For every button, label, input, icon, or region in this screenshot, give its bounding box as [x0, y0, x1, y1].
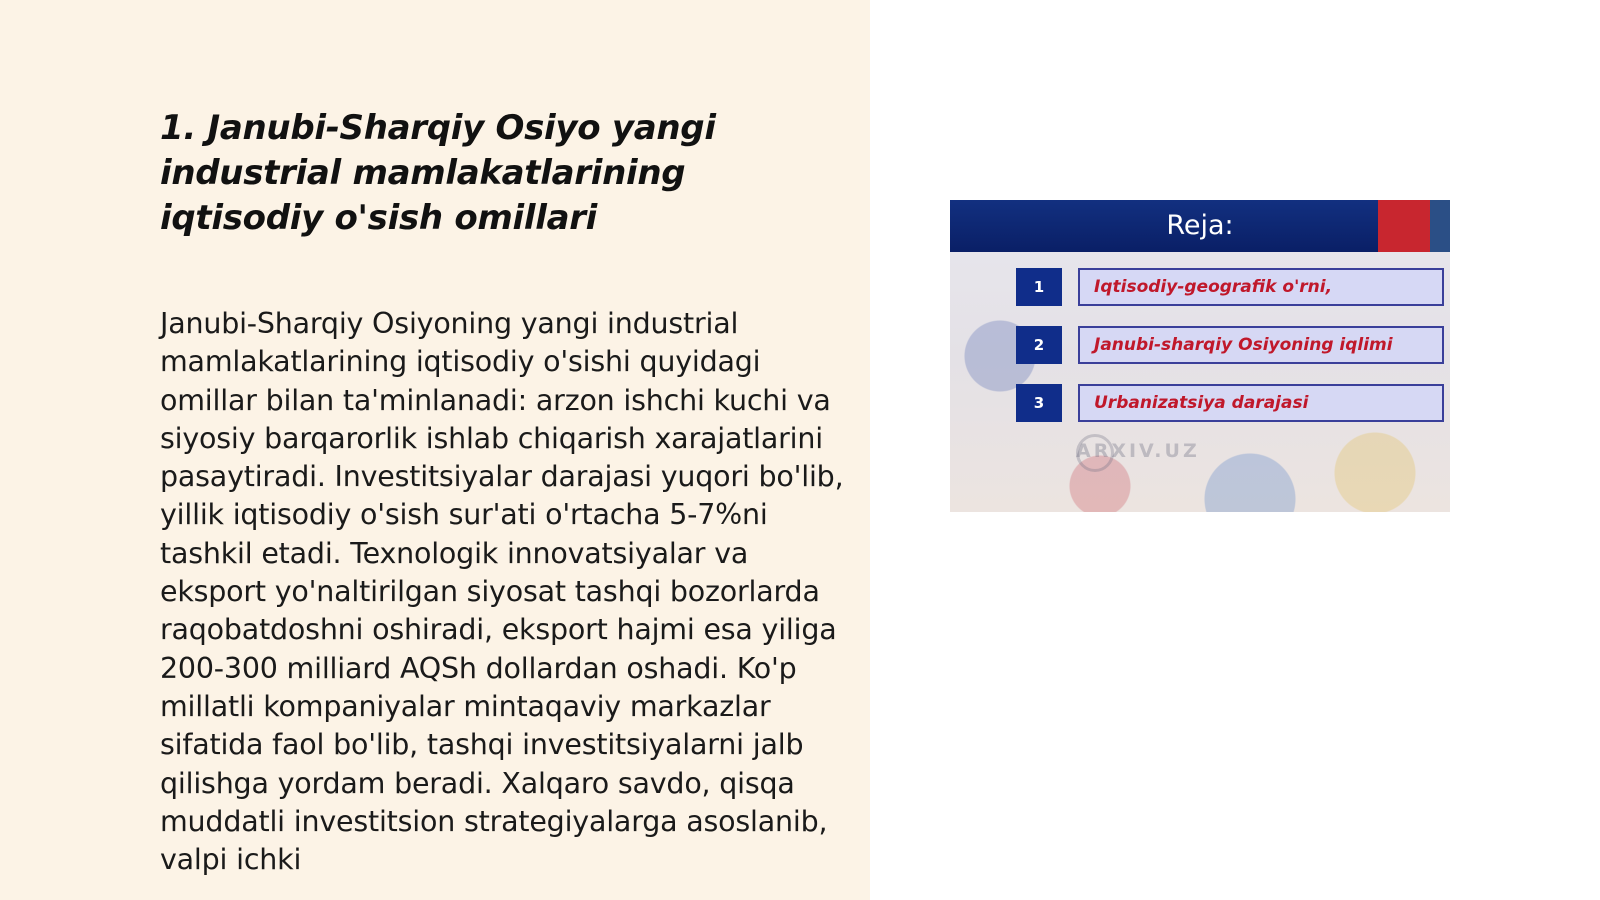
plan-image — [950, 200, 1450, 512]
plan-item-number: 2 — [1016, 326, 1062, 364]
plan-item-label: Urbanizatsiya darajasi — [1078, 384, 1444, 422]
plan-item — [1016, 326, 1430, 364]
plan-item — [1016, 384, 1430, 422]
slide-title: 1. Janubi-Sharqiy Osiyo yangi industrial mamlakatlarining iqtisodiy o'sish omillari — [160, 108, 716, 238]
plan-header-red-block — [1378, 200, 1430, 252]
plan-item-label: Iqtisodiy-geografik o'rni, — [1078, 268, 1444, 306]
plan-title: Reja: — [1166, 210, 1234, 241]
plan-item-number: 3 — [1016, 384, 1062, 422]
plan-item-number: 1 — [1016, 268, 1062, 306]
plan-item — [1016, 268, 1430, 306]
slide-body-text: Janubi-Sharqiy Osiyoning yangi industrial mamlakatlarining iqtisodiy o'sishi quyidagi omillar bilan ta'minlanadi: arzon ishchi kuchi va siyosiy barqarorlik ishlab chiqarish xarajatlarini pasaytiradi. Investitsiyalar darajasi yuqori bo'lib, yillik iqtisodiy o'sish sur'ati o'rtacha 5-7%ni tashkil etadi. Texnologik innovatsiyalar va eksport yo'naltirilgan siyosat tashqi bozorlarda raqobatdoshni oshiradi, eksport hajmi esa yiliga 200-300 milliard AQSh dollardan oshadi. Ko'p millatli kompaniyalar mintaqaviy markazlar sifatida faol bo'lib, tashqi investitsiyalarni jalb qilishga yordam beradi. Xalqaro savdo, qisqa muddatli investitsion strategiyalarga asoslanib, valpi ichki — [160, 307, 844, 877]
plan-item-label: Janubi-sharqiy Osiyoning iqlimi — [1078, 326, 1444, 364]
watermark-text: ARXIV.UZ — [1076, 440, 1200, 462]
plan-header-blue-block — [1430, 200, 1450, 252]
